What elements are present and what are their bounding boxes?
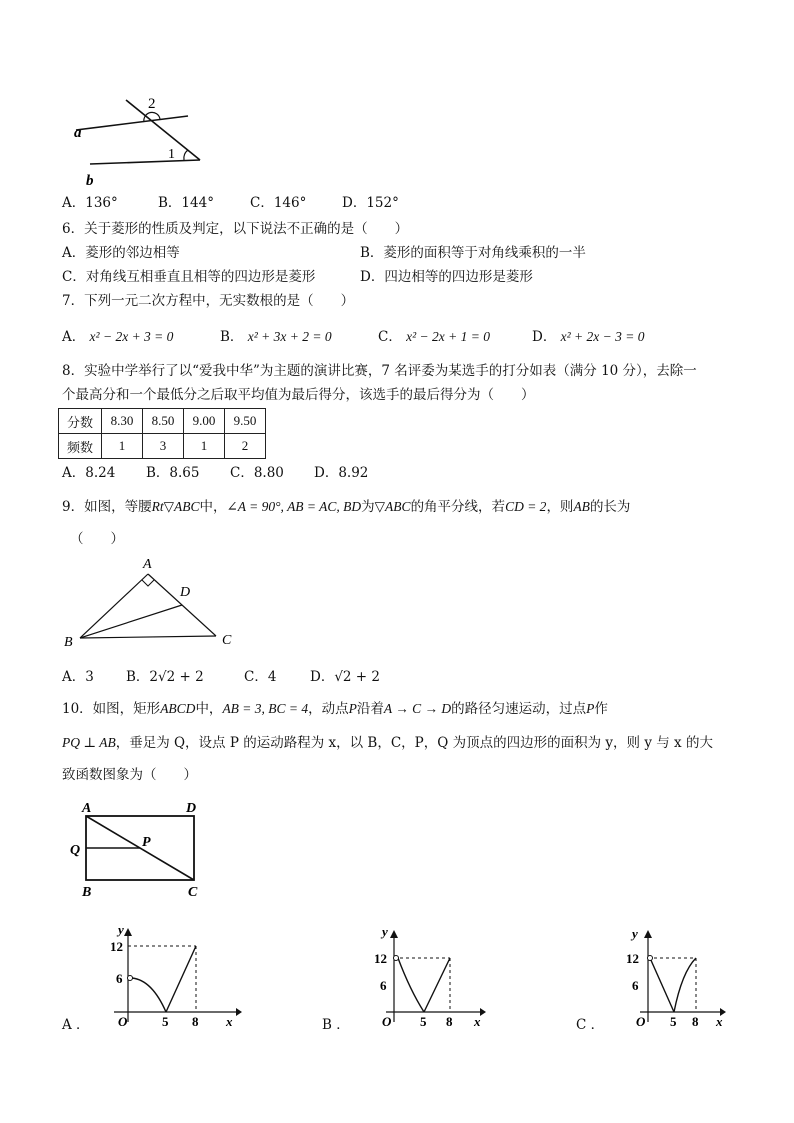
q9-option-c[interactable]: C．4 [244, 669, 277, 685]
tick-8: 8 [192, 1014, 199, 1029]
q8-stem-line1: 8．实验中学举行了以“爱我中华”为主题的演讲比赛，7 名评委为某选手的打分如表（满分 10 分），去除一 [62, 363, 697, 379]
label-a: a [74, 125, 82, 141]
q10-graph-a[interactable] [108, 922, 248, 1034]
q7-option-b-expr: x² + 3x + 2 = 0 [247, 329, 332, 344]
table-cell: 1 [184, 434, 225, 459]
origin-label: O [382, 1014, 392, 1029]
label-p: P [142, 835, 151, 850]
q10-math-4: A → C → D [383, 701, 452, 716]
score-frequency-table [58, 408, 266, 459]
label-2: 2 [148, 96, 156, 112]
label-b: b [86, 173, 94, 189]
q8-option-c[interactable]: C．8.80 [230, 465, 284, 481]
label-a: A [82, 801, 92, 816]
q7-stem: 7．下列一元二次方程中，无实数根的是（ ） [62, 293, 355, 309]
q10-stem-line2 [62, 734, 713, 752]
q5-option-a[interactable]: A．136° [62, 195, 118, 211]
tick-12: 12 [110, 939, 123, 954]
axis-label-x: x [474, 1014, 481, 1029]
segment [424, 958, 450, 1012]
angle-1-arc [184, 150, 188, 160]
q5-figure [60, 88, 220, 193]
tick-8: 8 [692, 1014, 699, 1029]
q10-option-a-label[interactable]: A ． [62, 1017, 90, 1033]
label-d: D [186, 801, 197, 816]
q8-option-d[interactable]: D．8.92 [314, 465, 369, 481]
q10-math-1: ABCD [160, 701, 196, 716]
q7-option-d-letter: D． [532, 329, 557, 345]
q9-option-d[interactable]: D．√2 + 2 [310, 669, 380, 685]
q6-option-b[interactable]: B．菱形的面积等于对角线乘积的一半 [360, 245, 586, 261]
table-cell: 1 [102, 434, 143, 459]
axis-label-y: y [118, 922, 124, 937]
q9-math-4: CD = 2 [505, 499, 547, 514]
tick-12: 12 [374, 951, 387, 966]
table-header-score: 分数 [59, 409, 102, 434]
q9-stem-line2: （ ） [70, 531, 124, 547]
origin-label: O [636, 1014, 646, 1029]
q9-math-1: Rt▽ABC [151, 499, 200, 514]
tick-6: 6 [632, 978, 639, 993]
transversal [126, 100, 200, 160]
q10-math-5: P [586, 701, 595, 716]
q5-option-c[interactable]: C．146° [250, 195, 307, 211]
axis-label-y: y [382, 924, 388, 939]
y-axis-arrow [644, 930, 652, 938]
q10-math-6: PQ ⊥ AB [62, 735, 116, 750]
q7-option-d-expr: x² + 2x − 3 = 0 [560, 329, 645, 344]
q10-graph-c[interactable] [620, 922, 760, 1034]
table-cell: 9.00 [184, 409, 225, 434]
table-cell: 8.30 [102, 409, 143, 434]
table-cell: 8.50 [143, 409, 184, 434]
q7-option-c-letter: C． [378, 329, 402, 345]
q10-mid2: ，动点 [308, 701, 349, 717]
q10-mid1: 中， [195, 701, 223, 717]
label-q: Q [70, 843, 81, 858]
q9-option-a[interactable]: A．3 [62, 669, 94, 685]
label-d: D [180, 585, 191, 600]
curve [132, 978, 166, 1012]
q9-stem-end: 的长为 [589, 499, 631, 515]
side-ab [80, 574, 148, 638]
q10-stem-line1 [62, 700, 608, 718]
q10-option-c-label[interactable]: C ． [576, 1017, 605, 1033]
tick-6: 6 [116, 971, 123, 986]
x-axis-arrow [236, 1008, 242, 1016]
label-c: C [222, 633, 232, 648]
q10-math-2: AB = 3, BC = 4 [222, 701, 309, 716]
table-row [59, 409, 266, 434]
x-axis-arrow [480, 1008, 486, 1016]
q5-option-d[interactable]: D．152° [342, 195, 399, 211]
q10-line2-rest: ，垂足为 Q，设点 P 的运动路程为 x，以 B，C，P，Q 为顶点的四边形的面积为 y，则 y 与 x 的大 [115, 735, 713, 751]
q7-option-b[interactable] [220, 328, 332, 346]
table-header-frequency: 频数 [59, 434, 102, 459]
q7-option-b-letter: B． [220, 329, 244, 345]
q7-option-a-expr: x² − 2x + 3 = 0 [89, 329, 174, 344]
q9-stem-mid1: 中， [199, 499, 227, 515]
table-row [59, 434, 266, 459]
q7-option-d[interactable] [532, 328, 645, 346]
q7-option-a-letter: A． [62, 329, 86, 345]
origin-label: O [118, 1014, 128, 1029]
curve-up [674, 958, 696, 1012]
q7-option-c[interactable] [378, 328, 490, 346]
q9-math-5: AB [573, 499, 590, 514]
tick-5: 5 [670, 1014, 677, 1029]
open-point [648, 956, 653, 961]
q10-mid3: 沿着 [356, 701, 384, 717]
tick-12: 12 [626, 951, 639, 966]
tick-5: 5 [420, 1014, 427, 1029]
line-a [76, 116, 188, 130]
q10-stem-line3: 致函数图象为（ ） [62, 767, 197, 783]
q10-end2: 作 [594, 701, 608, 717]
q9-math-3: ▽ABC [374, 499, 411, 514]
q8-stem-line2: 个最高分和一个最低分之后取平均值为最后得分，该选手的最后得分为（ ） [62, 387, 535, 403]
table-cell: 9.50 [225, 409, 266, 434]
q6-option-a[interactable]: A．菱形的邻边相等 [62, 245, 180, 261]
q5-option-b[interactable]: B．144° [158, 195, 214, 211]
q6-option-c[interactable]: C．对角线互相垂直且相等的四边形是菱形 [62, 269, 316, 285]
tick-5: 5 [162, 1014, 169, 1029]
bisector-bd [80, 605, 182, 638]
q9-stem-mid4: ，则 [546, 499, 574, 515]
q10-rectangle-figure [64, 796, 214, 902]
q9-stem-prefix: 9．如图，等腰 [62, 499, 152, 515]
q6-stem: 6．关于菱形的性质及判定，以下说法不正确的是（ ） [62, 221, 409, 237]
q10-option-b-label[interactable]: B ． [322, 1017, 350, 1033]
curve [398, 958, 424, 1012]
axis-label-x: x [716, 1014, 723, 1029]
label-c: C [188, 885, 198, 900]
line-b [90, 160, 200, 164]
label-1: 1 [168, 147, 175, 162]
label-b: B [64, 635, 73, 650]
tick-8: 8 [446, 1014, 453, 1029]
q7-option-a[interactable] [62, 328, 173, 346]
q9-stem-mid3: 的角平分线，若 [410, 499, 506, 515]
q8-option-a[interactable]: A．8.24 [62, 465, 116, 481]
table-cell: 2 [225, 434, 266, 459]
q9-option-b[interactable]: B．2√2 + 2 [126, 669, 204, 685]
table-cell: 3 [143, 434, 184, 459]
q10-end: 的路径匀速运动，过点 [451, 701, 587, 717]
q6-option-d[interactable]: D．四边相等的四边形是菱形 [360, 269, 533, 285]
label-a: A [143, 557, 152, 572]
axis-label-y: y [632, 926, 638, 941]
right-angle-mark [142, 580, 154, 586]
axis-label-x: x [226, 1014, 233, 1029]
q9-math-2: ∠A = 90°, AB = AC, BD [226, 499, 362, 514]
tick-6: 6 [380, 978, 387, 993]
open-point [128, 976, 133, 981]
q9-stem-line1 [62, 498, 630, 516]
q10-math-3: P [348, 701, 357, 716]
q7-option-c-expr: x² − 2x + 1 = 0 [406, 329, 491, 344]
segment-down [650, 958, 674, 1012]
y-axis-arrow [390, 930, 398, 938]
q8-option-b[interactable]: B．8.65 [146, 465, 200, 481]
q9-figure [60, 552, 250, 652]
q10-prefix: 10．如图，矩形 [62, 701, 161, 717]
open-point [394, 956, 399, 961]
q9-stem-mid2: 为 [361, 499, 375, 515]
y-axis-arrow [124, 928, 132, 936]
side-bc [80, 636, 216, 638]
q10-graph-b[interactable] [366, 922, 506, 1034]
label-b: B [82, 885, 92, 900]
segment [166, 946, 196, 1012]
